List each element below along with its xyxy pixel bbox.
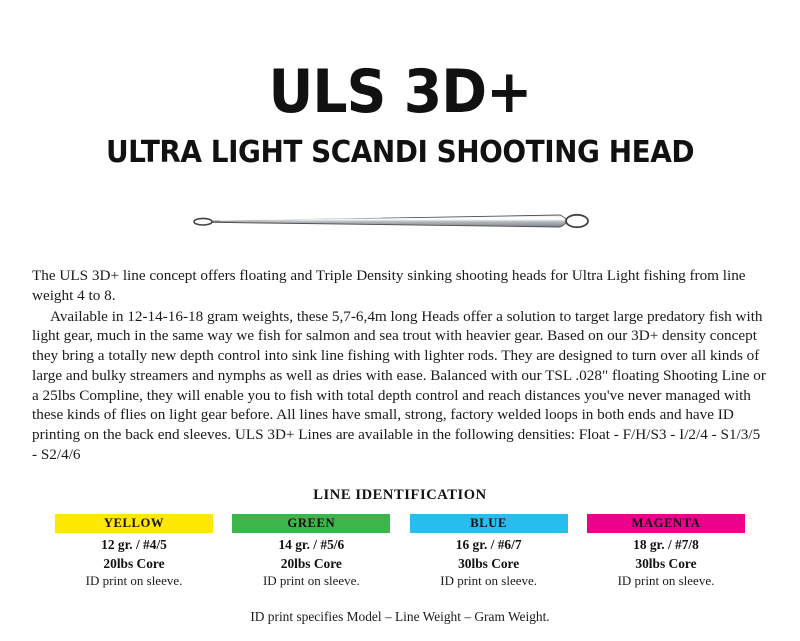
line-identification-heading: LINE IDENTIFICATION (313, 486, 487, 503)
line-id-column-green (232, 514, 390, 589)
line-id-column-magenta (587, 514, 745, 589)
body-copy (32, 266, 768, 465)
note-magenta: ID print on sleeve. (617, 573, 715, 589)
color-swatch-green: GREEN (232, 514, 390, 533)
core-green: 20lbs Core (280, 556, 342, 572)
note-yellow: ID print on sleeve. (85, 573, 183, 589)
spec-yellow: 12 gr. / #4/5 (101, 536, 167, 552)
note-blue: ID print on sleeve. (440, 573, 538, 589)
line-id-column-yellow (55, 514, 213, 589)
line-id-column-blue (410, 514, 568, 589)
body-paragraph-1: The ULS 3D+ line concept offers floating and Triple Density sinking shooting heads for Ultra Light fishing from line weight 4 to 8. (32, 267, 746, 304)
page-title: ULS 3D+ (268, 57, 532, 127)
color-swatch-blue: BLUE (410, 514, 568, 533)
spec-magenta: 18 gr. / #7/8 (633, 536, 699, 552)
shooting-head-illustration (190, 197, 610, 247)
core-blue: 30lbs Core (458, 556, 520, 572)
color-swatch-magenta: MAGENTA (587, 514, 745, 533)
body-paragraph-2: Available in 12-14-16-18 gram weights, these 5,7-6,4m long Heads offer a solution to target large predatory fish with light gear, much in the same way we fish for salmon and sea trout with heavier gear. Based on our 3D+ density concept they bring a totally new depth control into sink line fishing with lighter rods. They are designed to turn over all kinds of large and bulky streamers and nymphs as well as dries with ease. Balanced with our TSL .028" floating Shooting Line or a 25lbs Compline, they will enable you to fish with total depth control and reach distances you've never managed with these kinds of flies on light gear before. All lines have small, strong, factory welded loops in both ends and have ID printing on the back end sleeves. ULS 3D+ Lines are available in the following densities: Float - F/H/S3 - I/2/4 - S1/3/5 - S2/4/6 (32, 307, 766, 463)
core-magenta: 30lbs Core (635, 556, 697, 572)
title-block (0, 0, 800, 168)
page-subtitle: ULTRA LIGHT SCANDI SHOOTING HEAD (105, 135, 695, 170)
core-yellow: 20lbs Core (103, 556, 165, 572)
line-identification-table (55, 514, 745, 589)
color-swatch-yellow: YELLOW (55, 514, 213, 533)
spec-green: 14 gr. / #5/6 (278, 536, 345, 552)
spec-blue: 16 gr. / #6/7 (455, 536, 522, 552)
product-image (0, 194, 800, 250)
line-identification-footer-note: ID print specifies Model – Line Weight – Gram Weight. (250, 608, 550, 624)
note-green: ID print on sleeve. (262, 573, 360, 589)
